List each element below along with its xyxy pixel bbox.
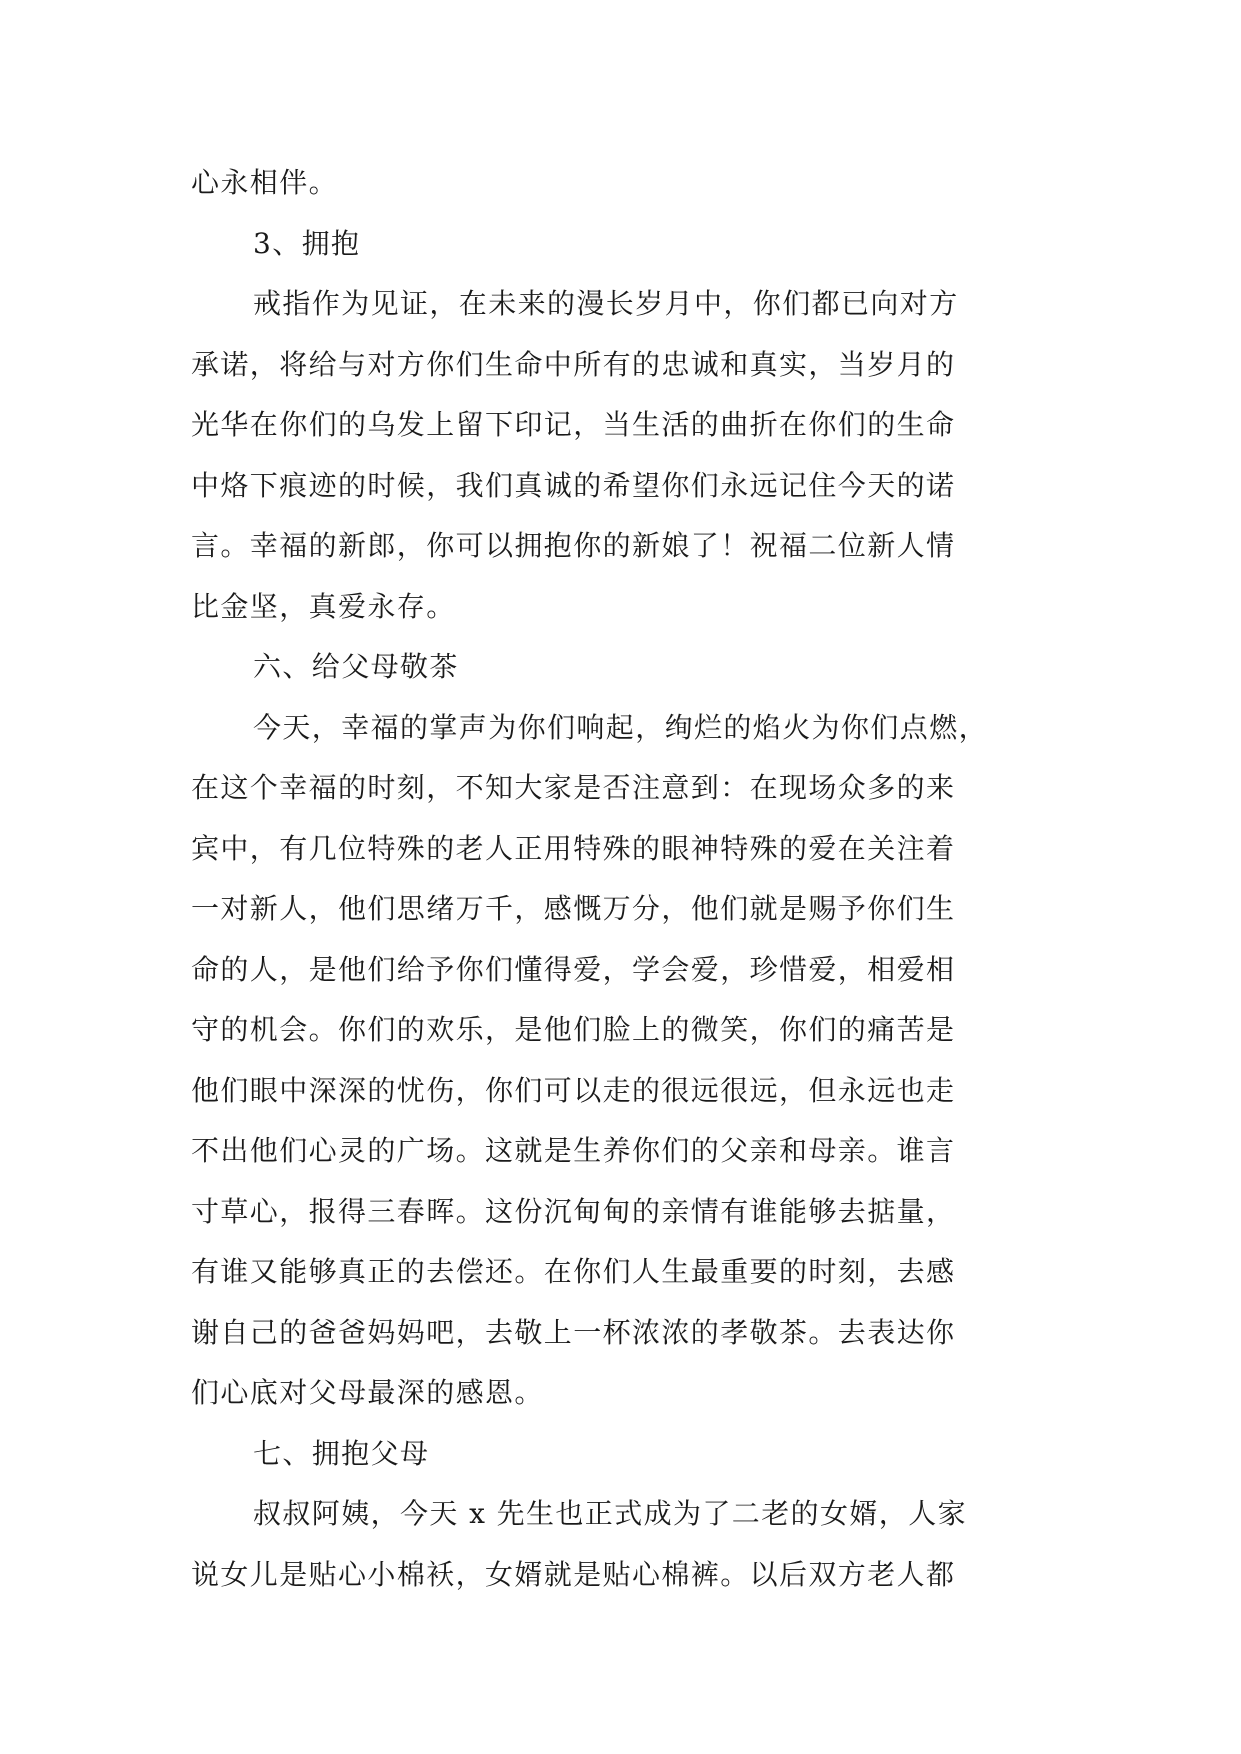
text-line: 言。幸福的新郎，你可以拥抱你的新娘了！祝福二位新人情: [191, 529, 956, 562]
text-line: 谢自己的爸爸妈妈吧，去敬上一杯浓浓的孝敬茶。去表达你: [191, 1315, 956, 1349]
text-line: 叔叔阿姨，今天 x 先生也正式成为了二老的女婿，人家: [253, 1497, 967, 1530]
text-line: 戒指作为见证，在未来的漫长岁月中，你们都已向对方: [253, 287, 959, 320]
text-line: 今天，幸福的掌声为你们响起，绚烂的焰火为你们点燃，: [253, 710, 989, 744]
text-line: 一对新人，他们思绪万千，感慨万分，他们就是赐予你们生: [191, 892, 956, 925]
text-line: 命的人，是他们给予你们懂得爱，学会爱，珍惜爱，相爱相: [191, 952, 956, 986]
text-line: 寸草心，报得三春晖。这份沉甸甸的亲情有谁能够去掂量，: [191, 1194, 956, 1228]
text-line: 宾中，有几位特殊的老人正用特殊的眼神特殊的爱在关注着: [191, 831, 956, 865]
text-line: 有谁又能够真正的去偿还。在你们人生最重要的时刻，去感: [191, 1255, 956, 1288]
section-heading: 七、拥抱父母: [253, 1436, 430, 1470]
text-line: 心永相伴。: [191, 166, 339, 199]
text-line: 不出他们心灵的广场。这就是生养你们的父亲和母亲。谁言: [191, 1134, 956, 1167]
document-body: [191, 153, 1051, 1605]
text-line: 光华在你们的乌发上留下印记，当生活的曲折在你们的生命: [191, 408, 956, 441]
text-line: 他们眼中深深的忧伤，你们可以走的很远很远，但永远也走: [191, 1073, 956, 1107]
section-heading: 六、给父母敬茶: [253, 650, 459, 683]
section-heading: 3、拥抱: [253, 226, 361, 260]
text-line: 承诺，将给与对方你们生命中所有的忠诚和真实，当岁月的: [191, 347, 956, 381]
text-line: 比金坚，真爱永存。: [191, 589, 456, 623]
text-line: 守的机会。你们的欢乐，是他们脸上的微笑，你们的痛苦是: [191, 1013, 956, 1046]
text-line: 说女儿是贴心小棉袄，女婿就是贴心棉裤。以后双方老人都: [191, 1557, 956, 1591]
text-line: 们心底对父母最深的感恩。: [191, 1376, 544, 1409]
text-line: 中烙下痕迹的时候，我们真诚的希望你们永远记住今天的诺: [191, 468, 956, 502]
text-line: 在这个幸福的时刻，不知大家是否注意到：在现场众多的来: [191, 771, 956, 804]
